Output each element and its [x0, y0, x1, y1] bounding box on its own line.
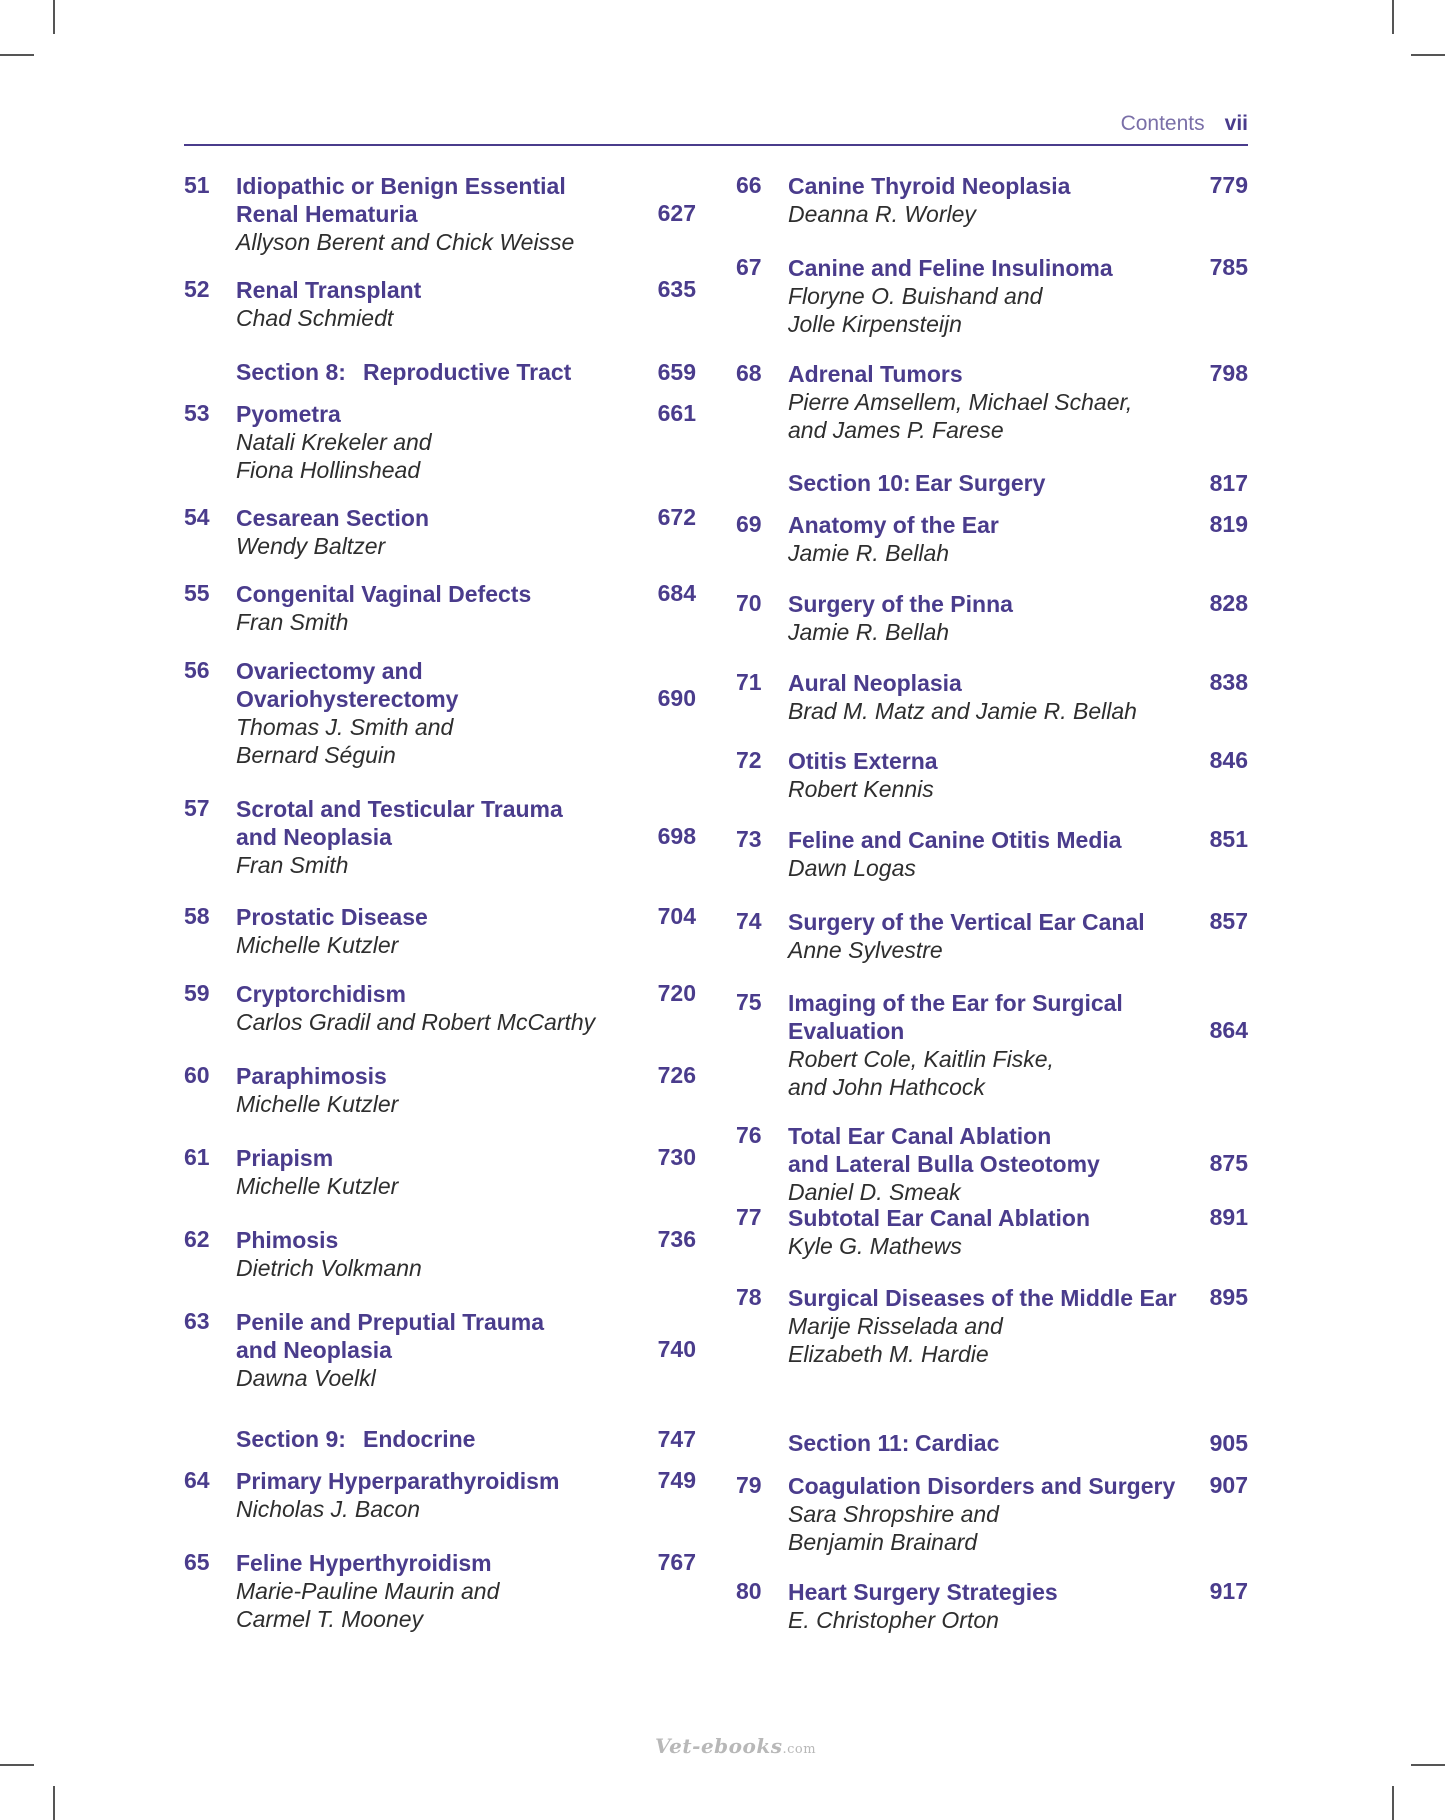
chapter-title: Phimosis	[236, 1227, 339, 1253]
chapter-page-number: 819	[1209, 511, 1248, 537]
chapter-authors: Marije Risselada and Elizabeth M. Hardie	[788, 1313, 1003, 1367]
chapter-title: Coagulation Disorders and Surgery	[788, 1473, 1176, 1499]
crop-mark	[1392, 1786, 1394, 1820]
chapter-body	[236, 172, 626, 256]
chapter-body	[236, 1549, 626, 1633]
chapter-authors: Wendy Baltzer	[236, 533, 386, 559]
chapter-page-number: 785	[1209, 254, 1248, 280]
chapter-number: 75	[736, 989, 762, 1015]
chapter-number: 53	[184, 400, 210, 426]
section-heading	[788, 470, 1045, 497]
chapter-title: Otitis Externa	[788, 748, 938, 774]
chapter-page-number: 740	[657, 1336, 696, 1362]
chapter-title: Prostatic Disease	[236, 904, 428, 930]
crop-mark	[53, 1786, 55, 1820]
chapter-body	[788, 360, 1178, 444]
chapter-page-number: 851	[1209, 826, 1248, 852]
chapter-title: Feline and Canine Otitis Media	[788, 827, 1122, 853]
section-title: Reproductive Tract	[363, 359, 572, 385]
chapter-page-number: 864	[1209, 1017, 1248, 1043]
chapter-page-number: 684	[657, 580, 696, 606]
section-heading	[788, 1430, 999, 1457]
chapter-number: 72	[736, 747, 762, 773]
chapter-title: Congenital Vaginal Defects	[236, 581, 532, 607]
chapter-number: 69	[736, 511, 762, 537]
chapter-authors: Natali Krekeler and Fiona Hollinshead	[236, 429, 432, 483]
chapter-page-number: 828	[1209, 590, 1248, 616]
chapter-number: 77	[736, 1204, 762, 1230]
chapter-body	[788, 1122, 1178, 1206]
chapter-page-number: 767	[657, 1549, 696, 1575]
chapter-number: 60	[184, 1062, 210, 1088]
chapter-title: Surgery of the Vertical Ear Canal	[788, 909, 1145, 935]
crop-mark	[1411, 1764, 1445, 1766]
chapter-title: Subtotal Ear Canal Ablation	[788, 1205, 1091, 1231]
chapter-number: 62	[184, 1226, 210, 1252]
chapter-body	[788, 511, 1178, 567]
chapter-page-number: 635	[657, 276, 696, 302]
chapter-authors: Kyle G. Mathews	[788, 1233, 962, 1259]
crop-mark	[53, 0, 55, 34]
chapter-number: 71	[736, 669, 762, 695]
chapter-number: 70	[736, 590, 762, 616]
chapter-page-number: 690	[657, 685, 696, 711]
chapter-body	[788, 669, 1178, 725]
section-label: Section 11:	[788, 1430, 910, 1456]
chapter-number: 64	[184, 1467, 210, 1493]
chapter-number: 65	[184, 1549, 210, 1575]
chapter-number: 52	[184, 276, 210, 302]
chapter-number: 58	[184, 903, 210, 929]
chapter-body	[788, 989, 1178, 1101]
chapter-title: Cryptorchidism	[236, 981, 406, 1007]
section-label: Section 9:	[236, 1426, 346, 1452]
chapter-title: Penile and Preputial Trauma and Neoplasia	[236, 1309, 545, 1363]
chapter-authors: Carlos Gradil and Robert McCarthy	[236, 1009, 596, 1035]
section-title: Endocrine	[363, 1426, 476, 1452]
chapter-number: 54	[184, 504, 210, 530]
chapter-body	[236, 400, 626, 484]
chapter-page-number: 726	[657, 1062, 696, 1088]
chapter-body	[236, 504, 626, 560]
chapter-body	[236, 795, 626, 879]
chapter-title: Total Ear Canal Ablation and Lateral Bulla Osteotomy	[788, 1123, 1100, 1177]
chapter-page-number: 749	[657, 1467, 696, 1493]
chapter-page-number: 875	[1209, 1150, 1248, 1176]
chapter-page-number: 720	[657, 980, 696, 1006]
section-page-number: 817	[1209, 470, 1248, 496]
chapter-authors: Chad Schmiedt	[236, 305, 394, 331]
chapter-page-number: 661	[657, 400, 696, 426]
toc-column-right	[736, 172, 1248, 1632]
chapter-number: 63	[184, 1308, 210, 1334]
chapter-authors: Brad M. Matz and Jamie R. Bellah	[788, 698, 1137, 724]
chapter-title: Pyometra	[236, 401, 341, 427]
chapter-authors: Thomas J. Smith and Bernard Séguin	[236, 714, 454, 768]
chapter-authors: Fran Smith	[236, 852, 349, 878]
chapter-title: Aural Neoplasia	[788, 670, 962, 696]
watermark-suffix: .com	[782, 1742, 817, 1757]
chapter-authors: Dawna Voelkl	[236, 1365, 376, 1391]
toc-column-left	[184, 172, 696, 1632]
chapter-authors: Floryne O. Buishand and Jolle Kirpensteijn	[788, 283, 1043, 337]
chapter-body	[236, 1308, 626, 1392]
chapter-title: Canine Thyroid Neoplasia	[788, 173, 1071, 199]
chapter-body	[788, 1204, 1178, 1260]
chapter-body	[788, 826, 1178, 882]
chapter-number: 76	[736, 1122, 762, 1148]
chapter-title: Heart Surgery Strategies	[788, 1579, 1058, 1605]
chapter-authors: Fran Smith	[236, 609, 349, 635]
chapter-title: Feline Hyperthyroidism	[236, 1550, 492, 1576]
running-head	[1121, 112, 1248, 136]
section-label: Section 10:	[788, 470, 911, 496]
running-head-label: Contents	[1120, 112, 1205, 135]
chapter-number: 80	[736, 1578, 762, 1604]
chapter-title: Idiopathic or Benign Essential Renal Hematuria	[236, 173, 566, 227]
section-page-number: 659	[657, 359, 696, 385]
chapter-page-number: 857	[1209, 908, 1248, 934]
chapter-authors: Jamie R. Bellah	[788, 619, 950, 645]
chapter-body	[236, 1467, 626, 1523]
chapter-body	[236, 580, 626, 636]
chapter-body	[788, 172, 1178, 228]
chapter-title: Priapism	[236, 1145, 334, 1171]
section-heading	[236, 1426, 475, 1453]
chapter-body	[788, 747, 1178, 803]
chapter-body	[788, 1578, 1178, 1634]
chapter-body	[236, 1226, 626, 1282]
chapter-title: Adrenal Tumors	[788, 361, 963, 387]
chapter-title: Renal Transplant	[236, 277, 422, 303]
chapter-body	[236, 1144, 626, 1200]
chapter-page-number: 907	[1209, 1472, 1248, 1498]
crop-mark	[0, 54, 34, 56]
chapter-number: 51	[184, 172, 210, 198]
chapter-number: 59	[184, 980, 210, 1006]
chapter-body	[236, 980, 626, 1036]
chapter-number: 68	[736, 360, 762, 386]
chapter-authors: Jamie R. Bellah	[788, 540, 950, 566]
chapter-title: Ovariectomy and Ovariohysterectomy	[236, 658, 459, 712]
chapter-title: Paraphimosis	[236, 1063, 387, 1089]
chapter-authors: Robert Kennis	[788, 776, 934, 802]
chapter-authors: Robert Cole, Kaitlin Fiske, and John Hathcock	[788, 1046, 1054, 1100]
chapter-body	[788, 1284, 1178, 1368]
chapter-page-number: 838	[1209, 669, 1248, 695]
crop-mark	[1411, 54, 1445, 56]
chapter-authors: E. Christopher Orton	[788, 1607, 999, 1633]
chapter-body	[788, 254, 1178, 338]
chapter-title: Surgery of the Pinna	[788, 591, 1013, 617]
chapter-page-number: 798	[1209, 360, 1248, 386]
chapter-number: 67	[736, 254, 762, 280]
chapter-title: Primary Hyperparathyroidism	[236, 1468, 560, 1494]
chapter-authors: Anne Sylvestre	[788, 937, 943, 963]
running-head-page-number: vii	[1224, 112, 1248, 135]
chapter-title: Anatomy of the Ear	[788, 512, 999, 538]
chapter-page-number: 891	[1209, 1204, 1248, 1230]
chapter-page-number: 917	[1209, 1578, 1248, 1604]
chapter-body	[236, 657, 626, 769]
chapter-number: 78	[736, 1284, 762, 1310]
chapter-authors: Marie-Pauline Maurin and Carmel T. Mooney	[236, 1578, 500, 1632]
chapter-authors: Sara Shropshire and Benjamin Brainard	[788, 1501, 999, 1555]
chapter-number: 73	[736, 826, 762, 852]
chapter-title: Cesarean Section	[236, 505, 430, 531]
chapter-page-number: 779	[1209, 172, 1248, 198]
section-title: Ear Surgery	[915, 470, 1046, 496]
chapter-title: Scrotal and Testicular Trauma and Neoplasia	[236, 796, 563, 850]
chapter-body	[788, 1472, 1178, 1556]
chapter-authors: Michelle Kutzler	[236, 932, 399, 958]
chapter-body	[788, 590, 1178, 646]
chapter-page-number: 846	[1209, 747, 1248, 773]
chapter-number: 74	[736, 908, 762, 934]
chapter-authors: Pierre Amsellem, Michael Schaer, and James P. Farese	[788, 389, 1133, 443]
section-page-number: 747	[657, 1426, 696, 1452]
chapter-number: 79	[736, 1472, 762, 1498]
chapter-authors: Deanna R. Worley	[788, 201, 976, 227]
chapter-number: 61	[184, 1144, 210, 1170]
chapter-number: 55	[184, 580, 210, 606]
watermark	[655, 1734, 816, 1758]
chapter-number: 57	[184, 795, 210, 821]
chapter-authors: Michelle Kutzler	[236, 1173, 399, 1199]
chapter-page-number: 736	[657, 1226, 696, 1252]
chapter-authors: Daniel D. Smeak	[788, 1179, 961, 1205]
chapter-page-number: 895	[1209, 1284, 1248, 1310]
watermark-main: Vet-ebooks	[655, 1734, 783, 1758]
crop-mark	[0, 1764, 34, 1766]
section-page-number: 905	[1209, 1430, 1248, 1456]
chapter-authors: Allyson Berent and Chick Weisse	[236, 229, 575, 255]
chapter-body	[236, 1062, 626, 1118]
chapter-body	[236, 276, 626, 332]
chapter-page-number: 627	[657, 200, 696, 226]
chapter-page-number: 672	[657, 504, 696, 530]
chapter-title: Imaging of the Ear for Surgical Evaluation	[788, 990, 1123, 1044]
chapter-authors: Nicholas J. Bacon	[236, 1496, 421, 1522]
chapter-authors: Michelle Kutzler	[236, 1091, 399, 1117]
chapter-page-number: 698	[657, 823, 696, 849]
chapter-body	[236, 903, 626, 959]
section-title: Cardiac	[915, 1430, 1000, 1456]
section-label: Section 8:	[236, 359, 346, 385]
chapter-page-number: 704	[657, 903, 696, 929]
section-heading	[236, 359, 571, 386]
chapter-number: 56	[184, 657, 210, 683]
page-header	[184, 108, 1248, 146]
chapter-authors: Dawn Logas	[788, 855, 916, 881]
chapter-body	[788, 908, 1178, 964]
crop-mark	[1392, 0, 1394, 34]
chapter-title: Surgical Diseases of the Middle Ear	[788, 1285, 1177, 1311]
chapter-authors: Dietrich Volkmann	[236, 1255, 422, 1281]
chapter-number: 66	[736, 172, 762, 198]
chapter-page-number: 730	[657, 1144, 696, 1170]
chapter-title: Canine and Feline Insulinoma	[788, 255, 1113, 281]
